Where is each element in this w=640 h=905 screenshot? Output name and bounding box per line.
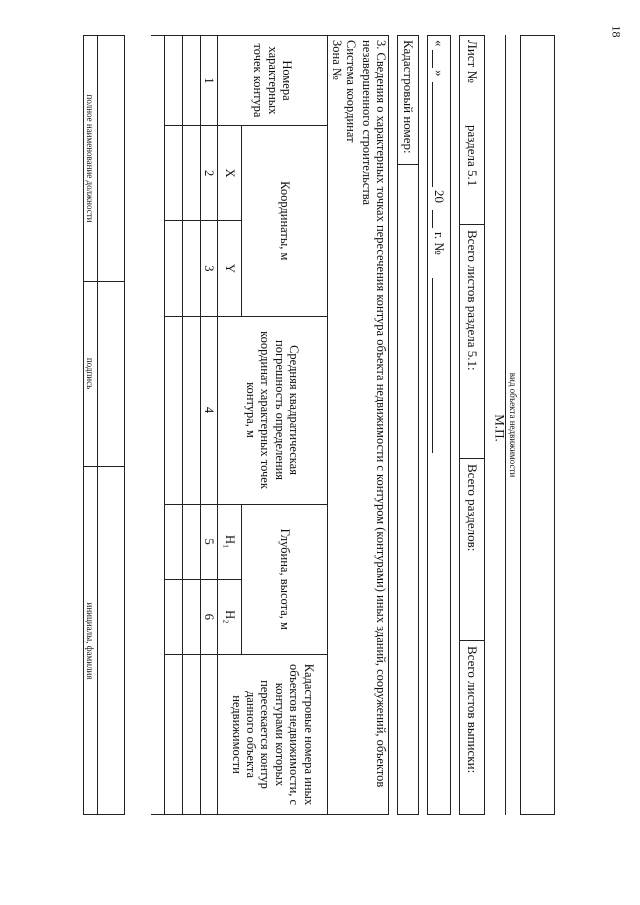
table-row <box>164 36 182 815</box>
numbering-row <box>200 36 217 815</box>
section-label: раздела 5.1 <box>465 125 480 187</box>
col-h1-header: H₁ <box>218 504 242 579</box>
date-close-quote: » <box>432 70 447 77</box>
section-block <box>151 35 389 815</box>
num-5: 5 <box>200 504 217 579</box>
page-number: 18 <box>609 25 624 38</box>
cadastral-number-row <box>397 35 419 815</box>
table-row <box>182 36 200 815</box>
col-error-header: Средняя квадратическая погрешность определения координат характерных точек контура, м <box>218 316 328 504</box>
section-title: 3. Сведения о характерных точках пересечения контура объекта недвижимости с контуром (контурами) иных зданий, сооружений, объектов незавершенного строительства <box>360 40 388 788</box>
total-sections-label: Всего разделов: <box>465 464 480 552</box>
zone-label: Зона № <box>330 40 344 80</box>
total-sheets-extract-label: Всего листов выписки: <box>465 646 480 774</box>
sheet-number-label: Лист № <box>465 40 480 83</box>
stamp-mark: М.П. <box>492 414 508 442</box>
object-type-caption: вид объекта недвижимости <box>508 372 518 478</box>
num-4: 4 <box>200 316 217 504</box>
object-type-box <box>521 35 555 815</box>
total-sheets-section-label: Всего листов раздела 5.1: <box>465 230 480 371</box>
col-cadastral-header: Кадастровые номера иных объектов недвижимости, с контурами которых пересекается контур данного объекта недвижимости <box>218 655 328 815</box>
col-h2-header: H₂ <box>218 579 242 654</box>
signature-captions <box>83 35 97 815</box>
date-open-quote: « <box>432 40 447 47</box>
num-1: 1 <box>200 36 217 126</box>
col-depth-header: Глубина, высота, м <box>242 504 328 654</box>
name-caption: инициалы, фамилия <box>85 602 96 680</box>
cadastral-number-label: Кадастровый номер: <box>401 40 416 154</box>
num-2: 2 <box>200 126 217 221</box>
col-y-header: Y <box>218 221 242 316</box>
num-3: 3 <box>200 221 217 316</box>
date-year-prefix: 20 <box>432 190 447 203</box>
num-6: 6 <box>200 579 217 654</box>
date-year-suffix: г. № <box>432 232 447 255</box>
extract-sheet <box>65 35 555 815</box>
date-row <box>427 35 451 815</box>
intersection-points-table <box>164 35 328 815</box>
num-7 <box>200 655 217 815</box>
col-points-header: Номера характерных точек контура <box>218 36 328 126</box>
sheet-header-row <box>459 35 485 815</box>
col-x-header: X <box>218 126 242 221</box>
signature-row <box>97 35 125 815</box>
coord-system-label: Система координат <box>344 40 358 143</box>
col-coords-header: Координаты, м <box>242 126 328 317</box>
signature-caption: подпись <box>85 357 96 390</box>
position-caption: полное наименование должности <box>85 94 96 223</box>
